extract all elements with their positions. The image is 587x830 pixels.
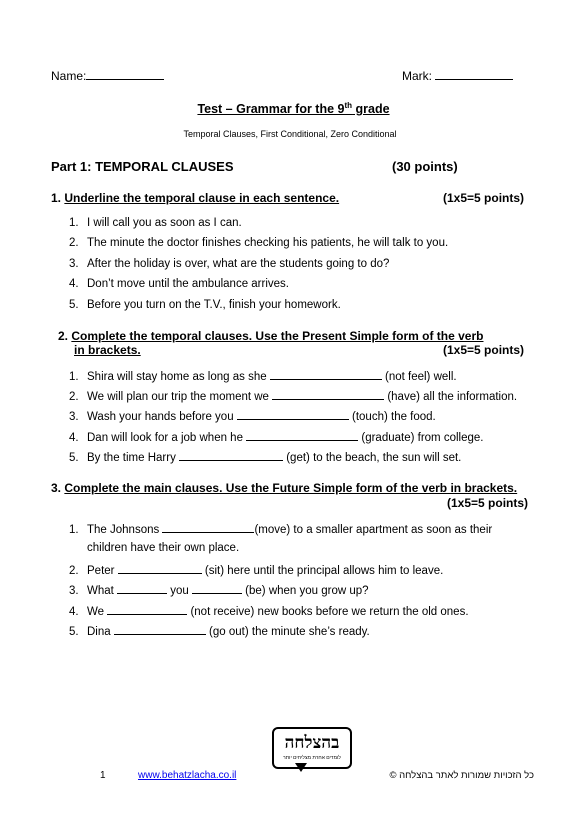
- list-item: 2. The minute the doctor finishes checking his patients, he will talk to you.: [69, 237, 449, 249]
- answer-blank[interactable]: [118, 563, 202, 574]
- site-link[interactable]: www.behatzlacha.co.il: [138, 770, 237, 781]
- answer-blank[interactable]: [114, 624, 206, 635]
- test-title: Test – Grammar for the 9th grade: [197, 101, 390, 117]
- answer-blank[interactable]: [107, 604, 187, 615]
- answer-blank[interactable]: [237, 409, 349, 420]
- list-item: 5. By the time Harry (get) to the beach, the sun will set.: [69, 452, 462, 464]
- list-item: 4. Don’t move until the ambulance arrives.: [69, 278, 289, 290]
- test-subtitle: Temporal Clauses, First Conditional, Zero Conditional: [183, 129, 397, 139]
- answer-blank[interactable]: [272, 389, 384, 400]
- section2-points: (1x5=5 points): [443, 343, 525, 357]
- answer-blank[interactable]: [270, 369, 382, 380]
- mark-blank[interactable]: [435, 69, 513, 80]
- site-logo: [272, 727, 352, 769]
- list-item-cont: children have their own place.: [87, 542, 240, 554]
- list-item: 3. After the holiday is over, what are the students going to do?: [69, 258, 390, 270]
- part-points: (30 points): [392, 159, 458, 174]
- list-item: 3. What you (be) when you grow up?: [69, 585, 369, 597]
- section3-heading: 3. Complete the main clauses. Use the Future Simple form of the verb in brackets.: [51, 481, 518, 495]
- list-item: 2. Peter (sit) here until the principal allows him to leave.: [69, 565, 444, 577]
- name-blank[interactable]: [86, 69, 164, 80]
- name-field: [51, 69, 164, 83]
- logo-text: בהצלחה: [284, 733, 340, 753]
- logo-tagline: לומדים אחרת מצליחים יותר: [283, 755, 341, 761]
- list-item: 5. Before you turn on the T.V., finish your homework.: [69, 299, 341, 311]
- section1-points: (1x5=5 points): [443, 191, 525, 205]
- answer-blank[interactable]: [192, 583, 242, 594]
- answer-blank[interactable]: [179, 450, 283, 461]
- answer-blank[interactable]: [162, 522, 254, 533]
- logo-speech-tail: [295, 763, 307, 772]
- list-item: 4. We (not receive) new books before we return the old ones.: [69, 606, 469, 618]
- mark-label: Mark:: [402, 69, 432, 83]
- list-item: 5. Dina (go out) the minute she’s ready.: [69, 626, 370, 638]
- section2-heading-cont: in brackets.: [74, 343, 141, 357]
- section2-heading: 2. Complete the temporal clauses. Use the Present Simple form of the verb: [58, 329, 484, 343]
- list-item: 1. Shira will stay home as long as she (not feel) well.: [69, 371, 457, 383]
- answer-blank[interactable]: [117, 583, 167, 594]
- copyright-notice: כל הזכויות שמורות לאתר בהצלחה ©: [389, 770, 534, 781]
- section1-heading: 1. Underline the temporal clause in each sentence.: [51, 191, 340, 205]
- section3-points: (1x5=5 points): [447, 496, 529, 510]
- page-number: 1: [100, 770, 106, 781]
- list-item: 2. We will plan our trip the moment we (have) all the information.: [69, 391, 518, 403]
- list-item: 1. I will call you as soon as I can.: [69, 217, 242, 229]
- list-item: 4. Dan will look for a job when he (graduate) from college.: [69, 432, 484, 444]
- list-item: 3. Wash your hands before you (touch) the food.: [69, 411, 436, 423]
- list-item: 1. The Johnsons (move) to a smaller apartment as soon as their: [69, 524, 493, 536]
- name-label: Name:: [51, 69, 87, 83]
- part-title: Part 1: TEMPORAL CLAUSES: [51, 159, 234, 174]
- answer-blank[interactable]: [246, 430, 358, 441]
- mark-field: [402, 69, 513, 83]
